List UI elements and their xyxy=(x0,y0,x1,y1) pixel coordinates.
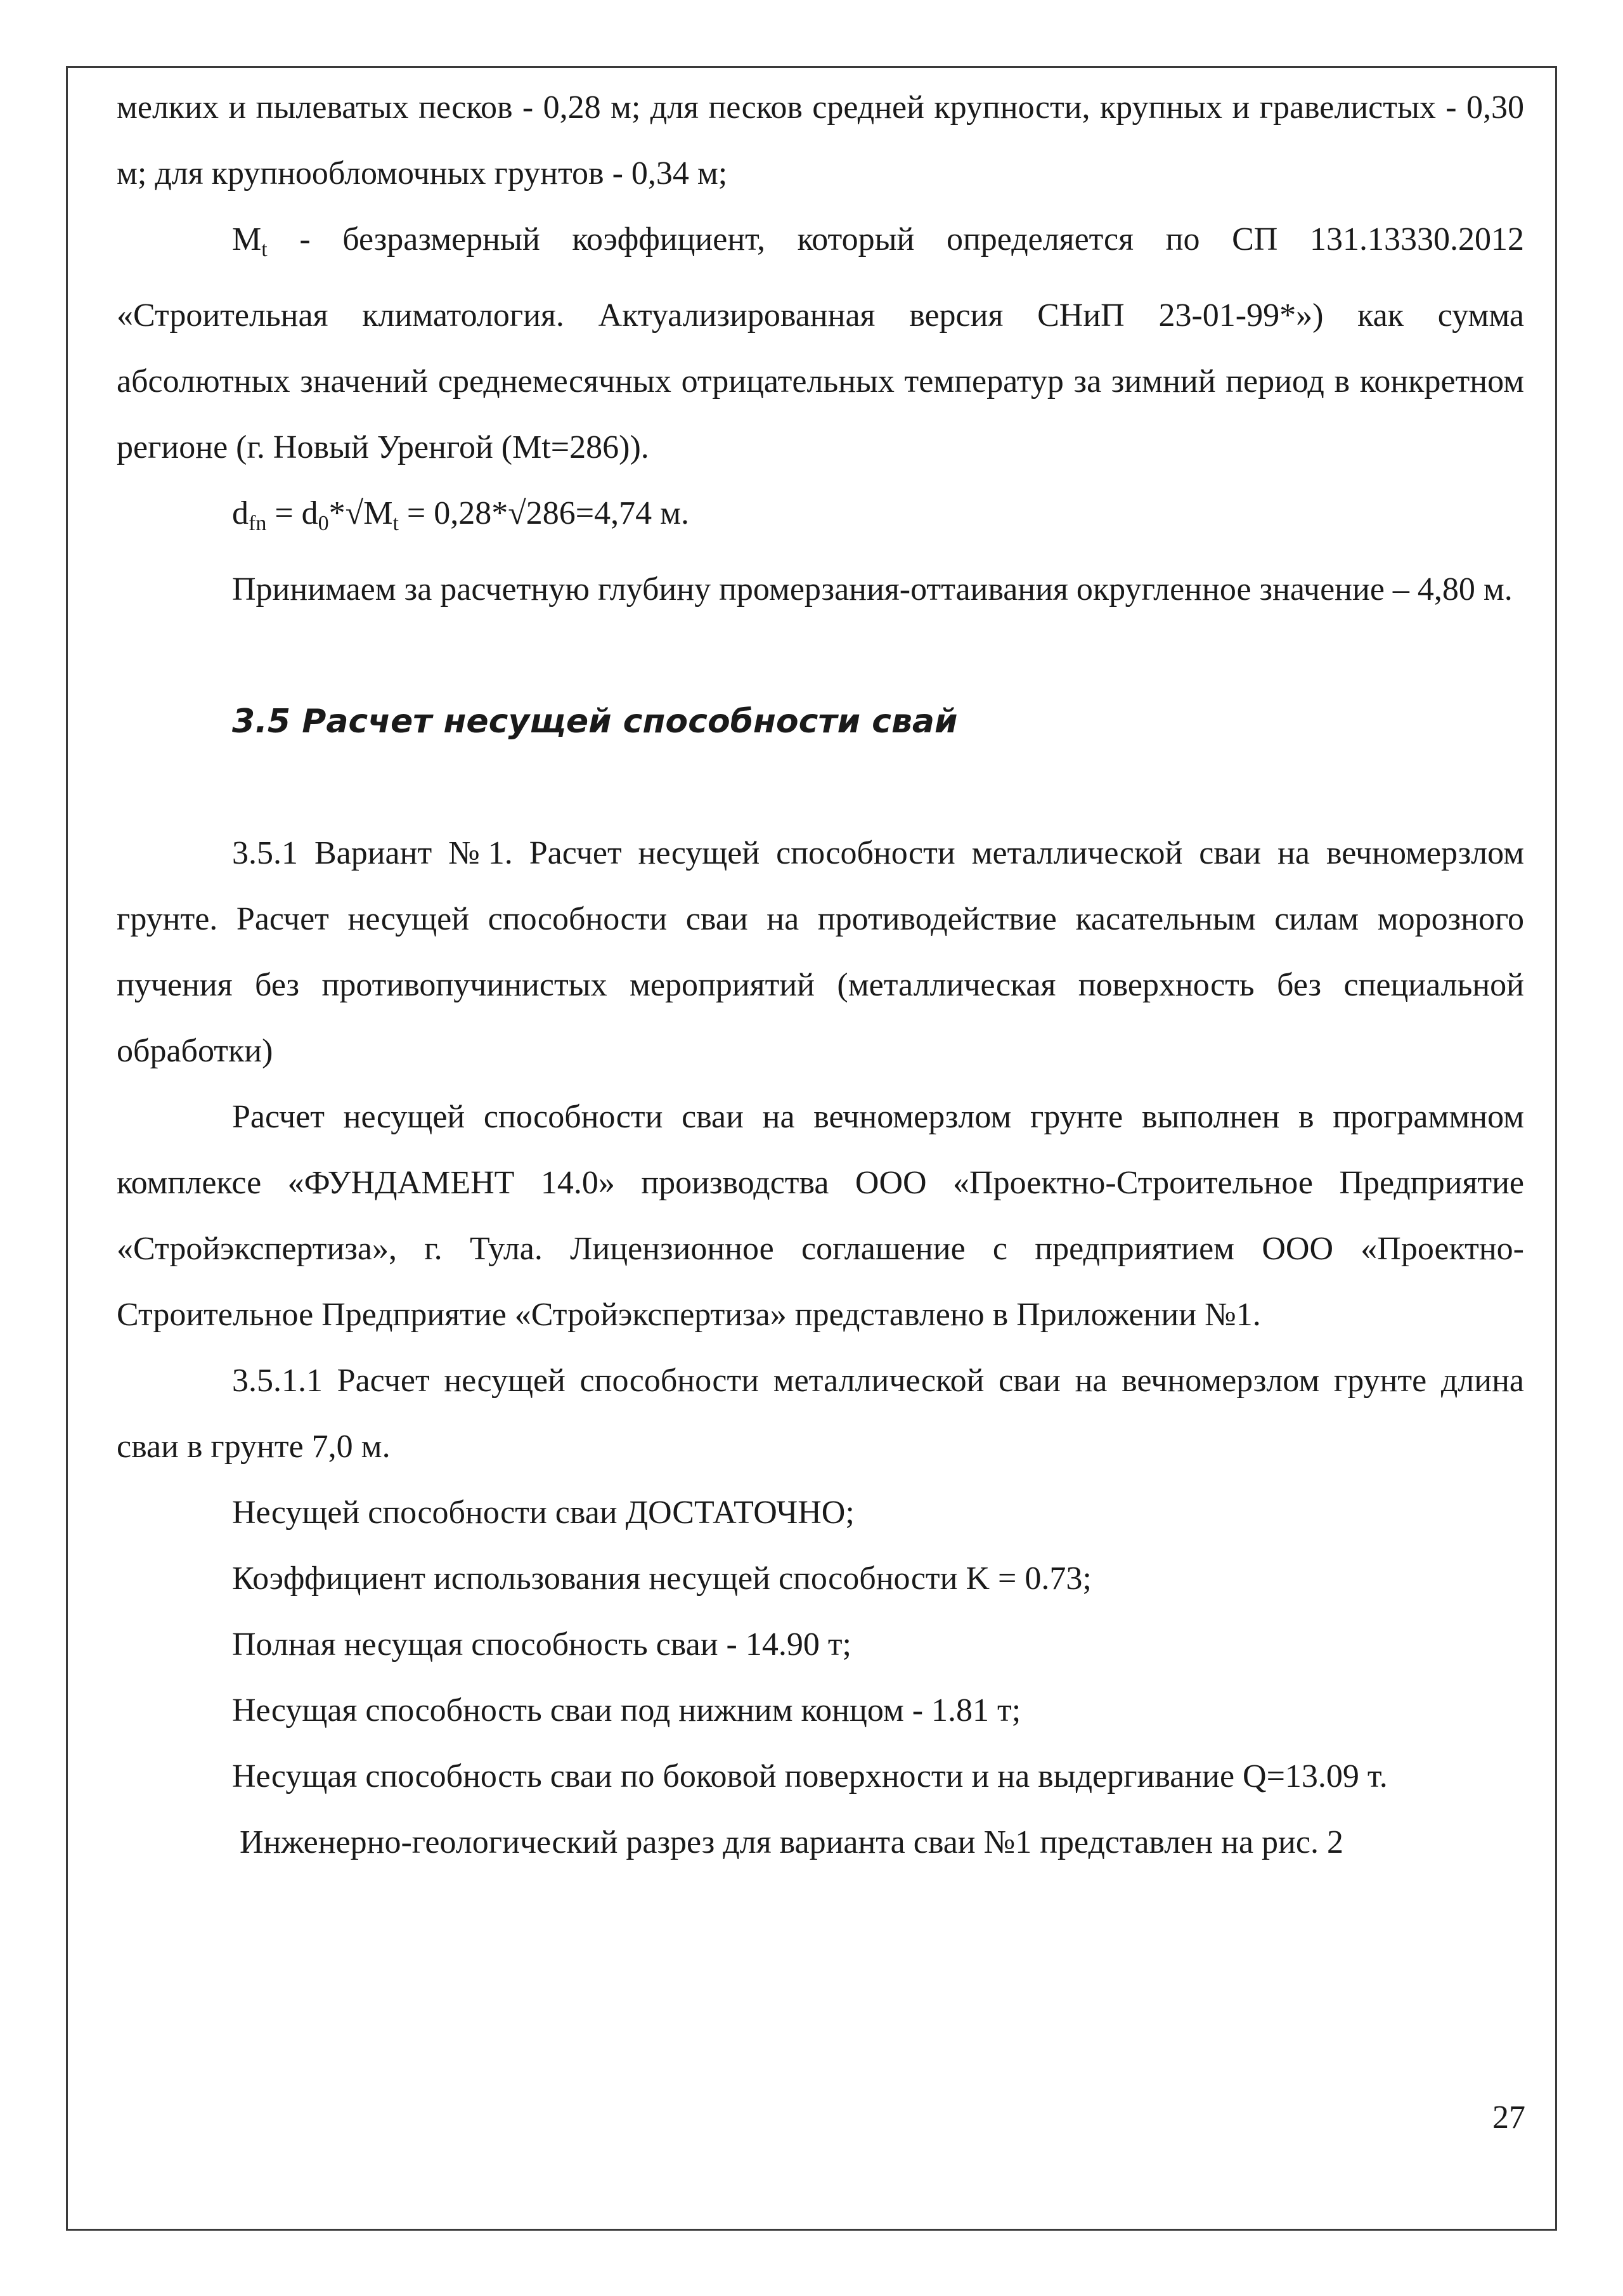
formula-d: d xyxy=(232,495,249,531)
page-number: 27 xyxy=(1492,2099,1525,2136)
paragraph-3511: 3.5.1.1 Расчет несущей способности металлической сваи на вечномерзлом грунте длина сваи в грунте 7,0 м. xyxy=(117,1363,1524,1465)
result-sufficient: Несущей способности сваи ДОСТАТОЧНО; xyxy=(232,1495,855,1531)
paragraph-design-depth: Принимаем за расчетную глубину промерзания-оттаивания округленное значение – 4,80 м. xyxy=(232,571,1513,607)
document-body xyxy=(117,75,1524,1876)
paragraph-figure-reference: Инженерно-геологический разрез для варианта сваи №1 представлен на рис. 2 xyxy=(240,1824,1343,1860)
formula-eq: = d xyxy=(266,495,318,531)
formula-result: = 0,28*√286=4,74 м. xyxy=(398,495,689,531)
mt-symbol: M xyxy=(232,221,262,257)
formula-sub-t: t xyxy=(392,512,399,535)
formula-sub-zero: 0 xyxy=(318,512,329,535)
paragraph-mt-coefficient xyxy=(117,207,1524,481)
result-tip-capacity: Несущая способность сваи под нижним концом - 1.81 т; xyxy=(232,1692,1021,1728)
section-heading: 3.5 Расчет несущей способности свай xyxy=(232,703,958,741)
paragraph-variant-1: 3.5.1 Вариант №1. Расчет несущей способности металлической сваи на вечномерзлом грунте. Расчет несущей способности сваи на противодействие касательным силам морозного пучения без противопучинистых мероприятий (металлическая поверхность без специальной обработки) xyxy=(117,835,1524,1069)
paragraph-software: Расчет несущей способности сваи на вечномерзлом грунте выполнен в программном комплексе «ФУНДАМЕНТ 14.0» производства ООО «Проектно-Строительное Предприятие «Стройэкспертиза», г. Тула. Лицензионное соглашение с предприятием ООО «Проектно-Строительное Предприятие «Стройэкспертиза» представлено в Приложении №1. xyxy=(117,1099,1524,1333)
mt-description: - безразмерный коэффициент, который определяется по СП 131.13330.2012 «Строительная климатология. Актуализированная версия СНиП 23-01-99*») как сумма абсолютных значений среднемесячных отрицательных температур за зимний период в конкретном регионе (г. Новый Уренгой (Mt=286)). xyxy=(117,221,1524,465)
result-coefficient: Коэффициент использования несущей способности K = 0.73; xyxy=(232,1560,1092,1597)
formula-sub-fn: fn xyxy=(249,512,267,535)
result-side-capacity: Несущая способность сваи по боковой поверхности и на выдергивание Q=13.09 т. xyxy=(232,1758,1388,1794)
formula-frost-depth xyxy=(117,481,1524,557)
paragraph-sand-depths: мелких и пылеватых песков - 0,28 м; для песков средней крупности, крупных и гравелистых - 0,30 м; для крупнообломочных грунтов - 0,34 м; xyxy=(117,89,1524,191)
result-total-capacity: Полная несущая способность сваи - 14.90 т; xyxy=(232,1626,852,1663)
formula-mid: *√M xyxy=(328,495,393,531)
mt-subscript: t xyxy=(261,238,268,261)
